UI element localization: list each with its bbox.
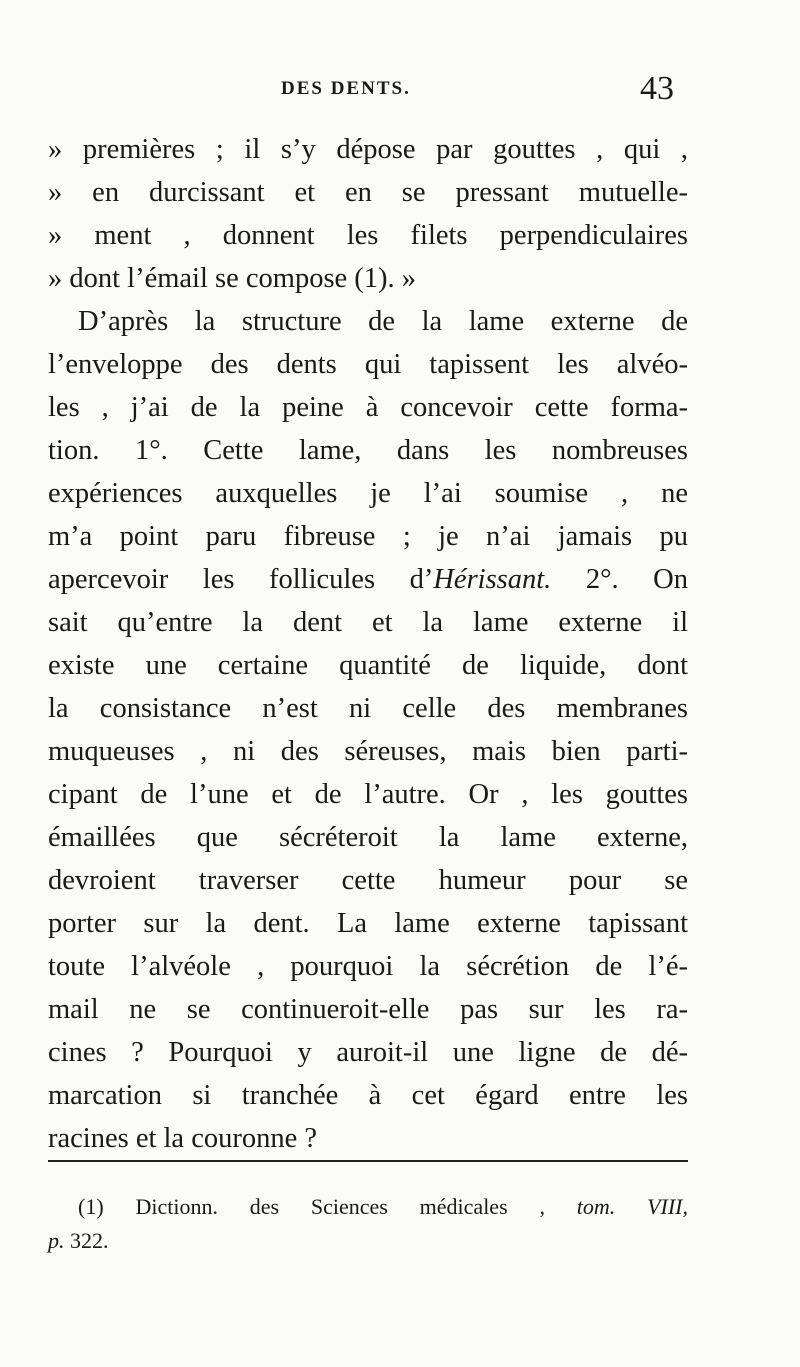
text-line: l’enveloppe des dents qui tapissent les alvéo- xyxy=(48,349,688,380)
italic-name: Hérissant. xyxy=(433,564,552,595)
text-line-mixed xyxy=(48,558,688,601)
text-line: m’a point paru fibreuse ; je n’ai jamais pu xyxy=(48,521,688,552)
footnote-line xyxy=(48,1224,688,1258)
footnote xyxy=(48,1190,688,1258)
text-line: cines ? Pourquoi y auroit-il une ligne de dé- xyxy=(48,1037,688,1068)
text-segment: 2°. On xyxy=(551,564,689,595)
text-line: existe une certaine quantité de liquide, dont xyxy=(48,650,688,681)
footnote-line xyxy=(48,1190,688,1224)
text-line: » dont l’émail se compose (1). » xyxy=(48,263,417,294)
text-line: devroient traverser cette humeur pour se xyxy=(48,865,688,896)
text-line: marcation si tranchée à cet égard entre les xyxy=(48,1080,688,1111)
body-text xyxy=(48,128,688,1160)
text-line: racines et la couronne ? xyxy=(48,1123,318,1154)
footnote-text: (1) Dictionn. des Sciences médicales , xyxy=(78,1194,545,1219)
running-head xyxy=(0,70,800,110)
text-line: mail ne se continueroit-elle pas sur les ra- xyxy=(48,994,688,1025)
text-line: toute l’alvéole , pourquoi la sécrétion de l’é- xyxy=(48,951,688,982)
page-number: 43 xyxy=(640,70,674,107)
footnote-page: 322. xyxy=(70,1228,109,1253)
text-line: tion. 1°. Cette lame, dans les nombreuses xyxy=(48,435,688,466)
text-line: expériences auxquelles je l’ai soumise , ne xyxy=(48,478,688,509)
footnote-volume: tom. VIII, xyxy=(576,1194,688,1219)
text-line: émaillées que sécréteroit la lame externe, xyxy=(48,822,688,853)
text-line: la consistance n’est ni celle des membranes xyxy=(48,693,688,724)
text-line: les , j’ai de la peine à concevoir cette forma- xyxy=(48,392,688,423)
text-segment: apercevoir les follicules d’ xyxy=(48,564,434,595)
text-line: » ment , donnent les filets perpendiculaires xyxy=(48,220,688,251)
running-title: DES DENTS. xyxy=(281,78,411,99)
text-line: » premières ; il s’y dépose par gouttes , qui , xyxy=(48,134,688,165)
text-line: porter sur la dent. La lame externe tapissant xyxy=(48,908,688,939)
text-line: muqueuses , ni des séreuses, mais bien parti- xyxy=(48,736,688,767)
text-line: cipant de l’une et de l’autre. Or , les gouttes xyxy=(48,779,688,810)
text-line: » en durcissant et en se pressant mutuelle- xyxy=(48,177,688,208)
text-line: sait qu’entre la dent et la lame externe il xyxy=(48,607,688,638)
footnote-page-abbrev: p. xyxy=(48,1228,65,1253)
footnote-rule xyxy=(48,1160,688,1162)
paragraph-start-line: D’après la structure de la lame externe de xyxy=(78,306,688,337)
